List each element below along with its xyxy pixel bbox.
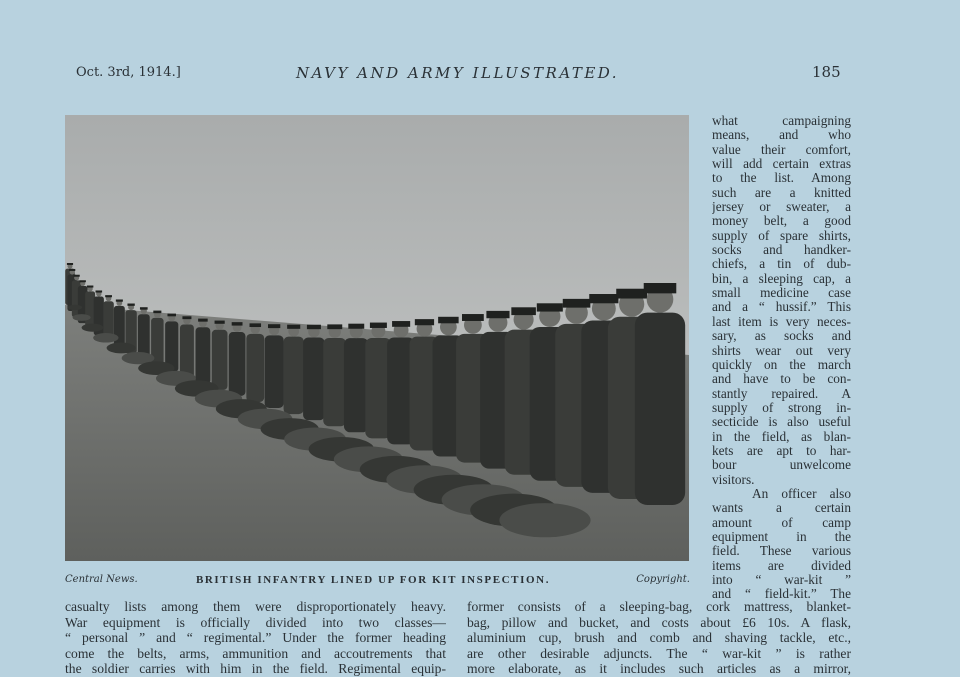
text-line: small medicine case: [712, 286, 851, 301]
text-line: means, and who: [712, 128, 851, 143]
photograph-infantry-kit-inspection: [65, 115, 689, 561]
text-line: more elaborate, as it includes such articles as a mirror,: [467, 661, 851, 677]
text-line: in the field, as blan-: [712, 429, 851, 444]
text-line: and have to be con-: [712, 372, 851, 387]
photo-caption: BRITISH INFANTRY LINED UP FOR KIT INSPECTION.: [195, 574, 551, 586]
soldier-figure: [265, 324, 284, 408]
soldier-figure: [323, 324, 346, 426]
text-line: amount of camp: [712, 515, 851, 530]
page-number: 185: [812, 63, 841, 81]
text-line: An officer also: [752, 486, 851, 501]
text-line: will add certain extras: [712, 157, 851, 172]
kit-bundle: [82, 324, 104, 332]
text-line: bour unwelcome: [712, 458, 851, 473]
text-line: and “ field-kit.” The: [712, 587, 851, 602]
soldier-figure: [138, 307, 150, 359]
text-line: come the belts, arms, ammunition and accoutrements that: [65, 645, 446, 661]
soldier-figure: [229, 322, 246, 396]
text-line: what campaigning: [712, 114, 851, 128]
soldier-figure: [180, 316, 194, 377]
text-line: bag, pillow and bucket, and costs about £6 10s. A flask,: [467, 614, 851, 630]
text-line: such are a knitted: [712, 185, 851, 200]
photo-credit: Central News.: [65, 574, 138, 585]
text-line: secticide is also useful: [712, 415, 851, 430]
soldier-figure: [246, 323, 264, 402]
soldier-figure: [85, 286, 95, 330]
text-line: into “ war-kit ”: [712, 573, 851, 587]
text-line: jersey or sweater, a: [712, 200, 851, 215]
text-line: chiefs, a tin of dub-: [712, 257, 851, 272]
kit-bundle: [107, 342, 136, 353]
text-line: to the list. Among: [712, 171, 851, 186]
photo-caption-bar: [65, 574, 690, 590]
kit-bundle: [73, 314, 91, 321]
text-line: sary, as socks and: [712, 329, 851, 344]
soldier-figure: [344, 324, 369, 433]
text-line: casualty lists among them were disproportionately heavy.: [65, 599, 446, 614]
soldier-figure: [284, 325, 304, 414]
text-line: aluminium cup, brush and comb and shaving tackle, etc.,: [467, 630, 851, 646]
left-text-column: [65, 599, 446, 677]
text-line: are other desirable adjuncts. The “ war-kit ” is rather: [467, 645, 851, 661]
text-line: kets are apt to har-: [712, 443, 851, 458]
text-line: War equipment is officially divided into two classes—: [65, 614, 446, 630]
text-line: the soldier carries with him in the field. Regimental equip-: [65, 661, 446, 677]
text-line: items are divided: [712, 558, 851, 573]
right-text-column: [467, 599, 851, 677]
text-line: money belt, a good: [712, 214, 851, 229]
text-line: wants a certain: [712, 501, 851, 516]
text-line: field. These various: [712, 544, 851, 559]
text-line: and a “ hussif.” This: [712, 300, 851, 315]
soldier-figure: [196, 319, 211, 384]
text-line: value their comfort,: [712, 142, 851, 157]
side-text-column: [712, 114, 851, 602]
text-line: “ personal ” and “ regimental.” Under the former heading: [65, 630, 446, 646]
text-line: visitors.: [712, 472, 755, 487]
kit-bundle: [499, 503, 590, 537]
text-line: shirts wear out very: [712, 343, 851, 358]
text-line: supply of strong in-: [712, 400, 851, 415]
soldier-figure: [303, 325, 325, 420]
photo-copyright: Copyright.: [636, 574, 690, 585]
text-line: bin, a sleeping cap, a: [712, 271, 851, 286]
magazine-title: NAVY AND ARMY ILLUSTRATED.: [295, 64, 620, 82]
soldier-figure: [635, 283, 685, 505]
kit-bundle: [93, 333, 118, 343]
text-line: socks and handker-: [712, 243, 851, 258]
text-line: quickly on the march: [712, 357, 851, 372]
text-line: supply of spare shirts,: [712, 228, 851, 243]
photo-image: [65, 115, 689, 561]
text-line: stantly repaired. A: [712, 386, 851, 401]
text-line: former consists of a sleeping-bag, cork mattress, blanket-: [467, 599, 851, 614]
text-line: last item is very neces-: [712, 314, 851, 329]
text-line: equipment in the: [712, 529, 851, 544]
soldier-figure: [212, 321, 228, 390]
issue-date: Oct. 3rd, 1914.]: [76, 65, 181, 80]
kit-bundle: [68, 305, 82, 310]
